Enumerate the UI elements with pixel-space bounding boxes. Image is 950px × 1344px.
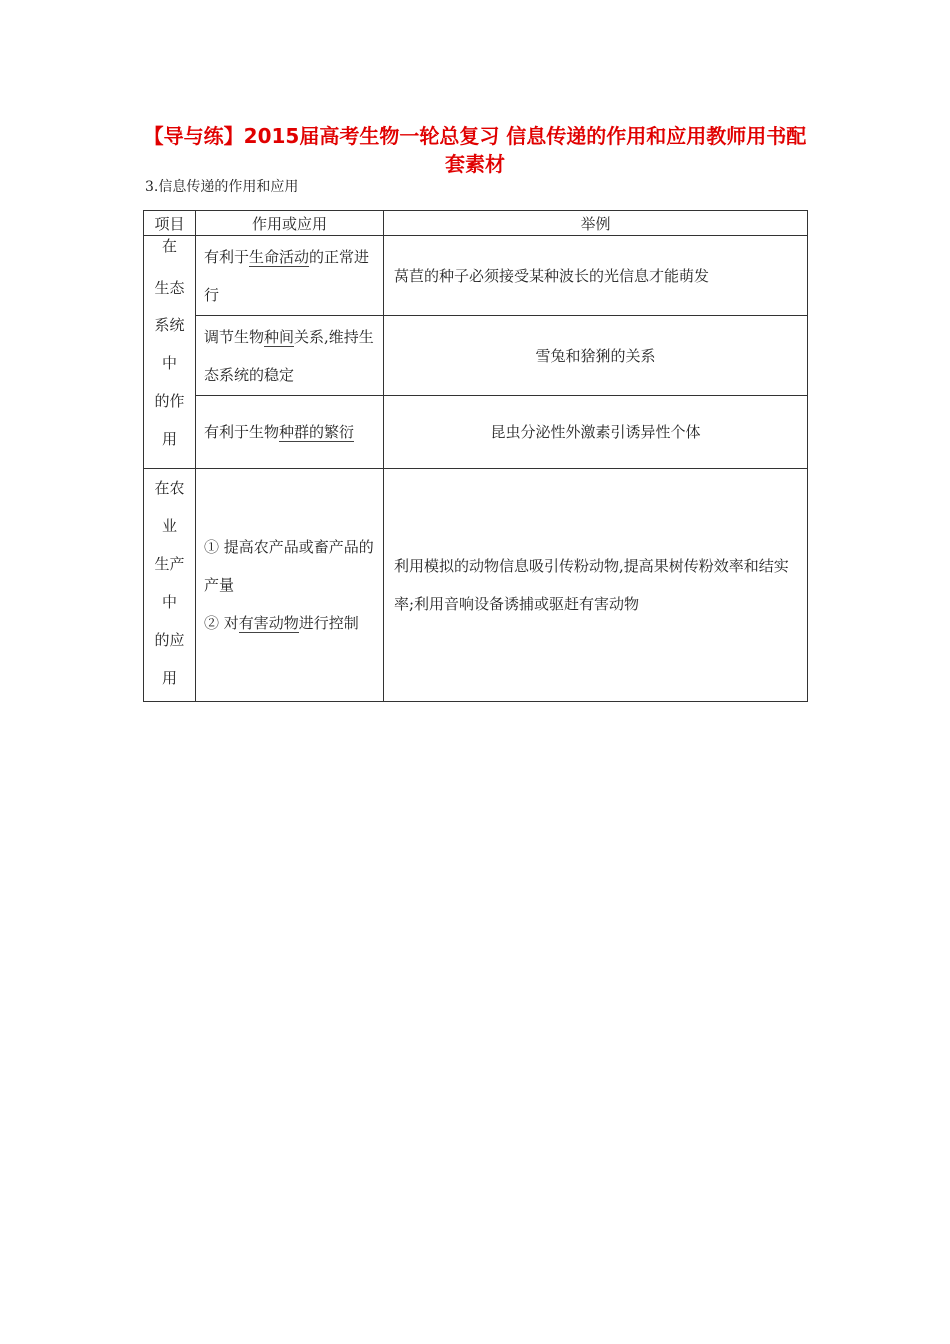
role-line-1: ① 提高农产品或畜产品的产量	[204, 538, 374, 594]
item-line: 系统	[154, 316, 185, 334]
item-line: 用	[161, 430, 177, 448]
table-row	[144, 396, 808, 469]
item-line: 在	[161, 237, 177, 255]
role-line-2: ② 对有害动物进行控制	[204, 614, 359, 632]
item-ecosystem	[144, 236, 196, 469]
item-line: 生产	[154, 555, 185, 573]
item-line: 用	[161, 669, 177, 687]
role-cell: 调节生物种间关系,维持生态系统的稳定	[196, 316, 384, 396]
info-transfer-table	[143, 210, 808, 702]
section-heading: 3.信息传递的作用和应用	[145, 179, 299, 195]
item-line: 生态	[154, 279, 185, 297]
underlined-term: 种群的繁衍	[279, 423, 355, 441]
example-cell: 昆虫分泌性外激素引诱异性个体	[384, 396, 808, 469]
example-cell: 雪兔和猞猁的关系	[384, 316, 808, 396]
underlined-term: 有害动物	[238, 614, 299, 632]
item-line: 的作	[154, 392, 185, 410]
item-line: 中	[161, 354, 177, 372]
underlined-term: 生命活动	[249, 247, 310, 266]
item-line: 的应	[154, 631, 185, 649]
role-cell: 有利于生物种群的繁衍	[196, 396, 384, 469]
header-role: 作用或应用	[196, 211, 384, 236]
header-example: 举例	[384, 211, 808, 236]
table-row	[144, 469, 808, 702]
document-title: 【导与练】2015届高考生物一轮总复习 信息传递的作用和应用教师用书配套素材	[143, 124, 807, 176]
item-agriculture	[144, 469, 196, 702]
underlined-term: 种间	[264, 327, 295, 346]
item-line: 在农	[154, 479, 185, 497]
table-row	[144, 236, 808, 316]
table-header-row	[144, 211, 808, 236]
item-line: 中	[161, 593, 177, 611]
example-cell: 利用模拟的动物信息吸引传粉动物,提高果树传粉效率和结实率;利用音响设备诱捕或驱赶有害动物	[384, 469, 808, 702]
table-row	[144, 316, 808, 396]
item-line: 业	[161, 517, 177, 535]
example-cell: 莴苣的种子必须接受某种波长的光信息才能萌发	[384, 236, 808, 316]
header-item: 项目	[144, 211, 196, 236]
role-cell	[196, 469, 384, 702]
role-cell: 有利于生命活动的正常进行	[196, 236, 384, 316]
